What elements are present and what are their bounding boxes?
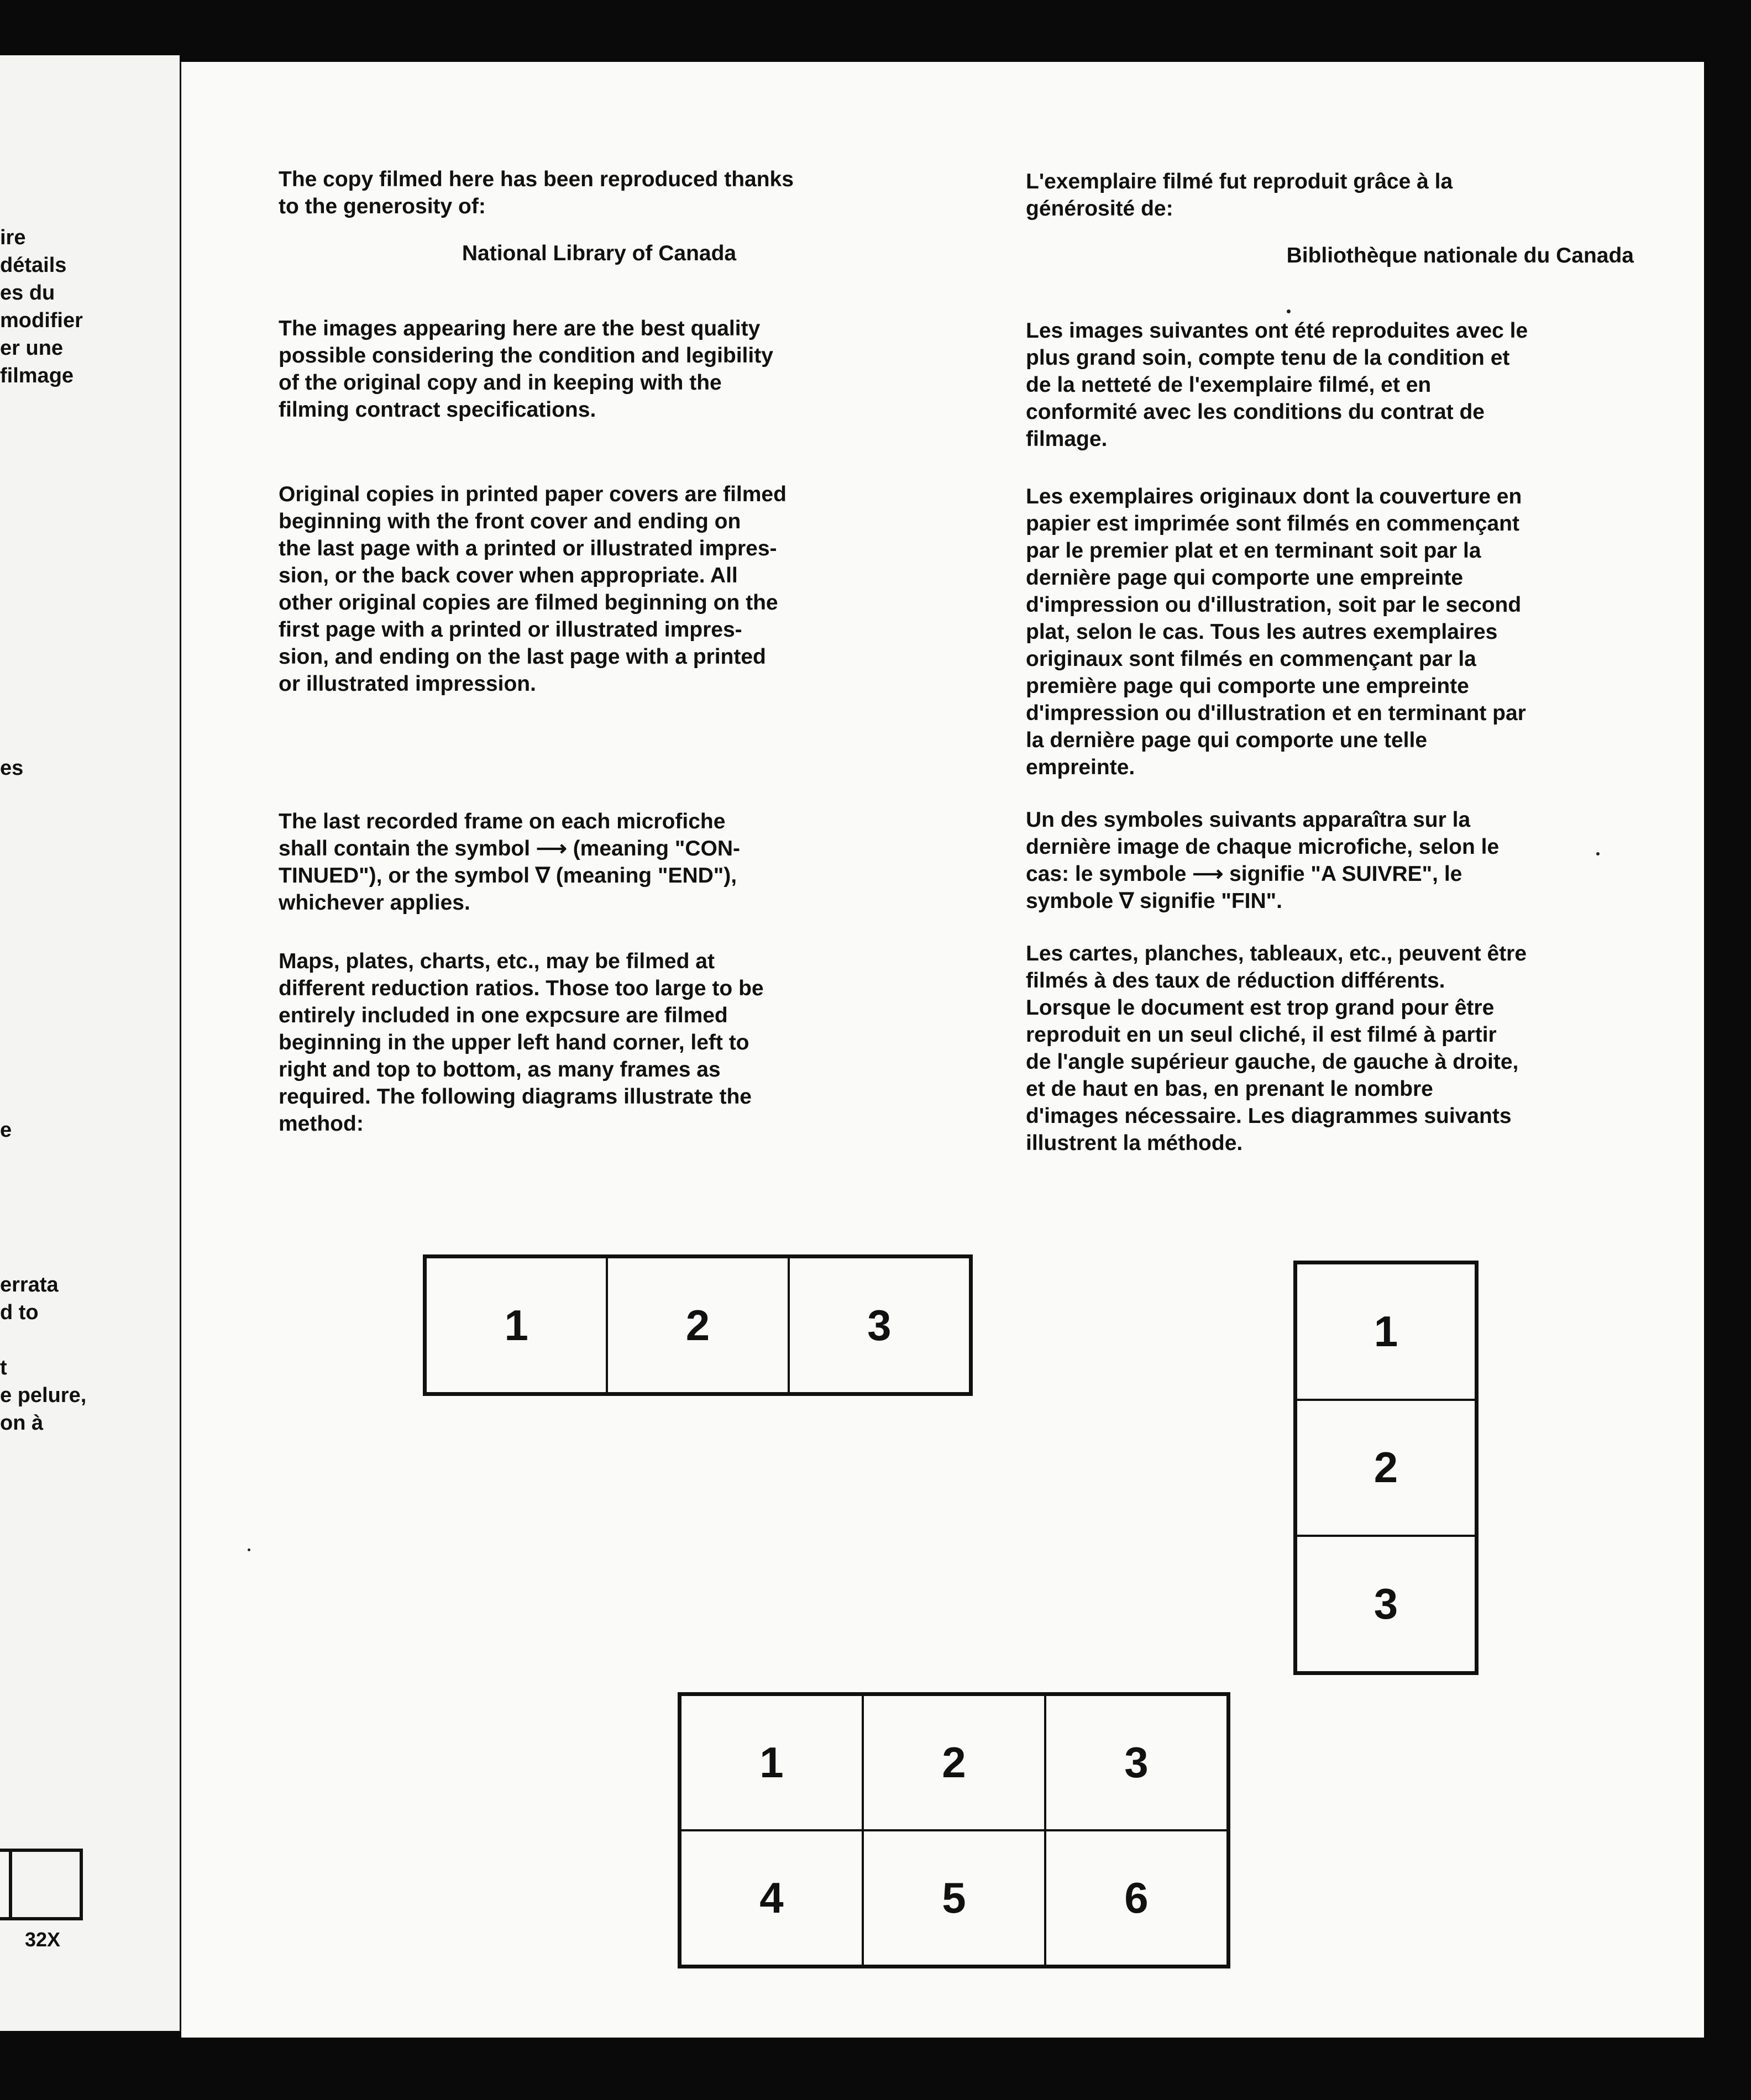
french-intro: L'exemplaire filmé fut reproduit grâce à la générosité de: xyxy=(1026,170,1453,221)
fragment-line: filmage xyxy=(0,364,74,387)
french-library-name: Bibliothèque nationale du Canada xyxy=(1286,244,1634,267)
french-maps-paragraph: Les cartes, planches, tableaux, etc., peuvent être filmés à des taux de réduction différents. Lorsque le document est trop grand pour être reproduit en un seul cliché, il est filmé à partir de l'angle supérieur gauche, de gauche à droite, et de haut en bas, en prenant le nombre d'images nécessaire. Les diagrammes suivants illustrent la méthode. xyxy=(1026,942,1527,1155)
scan-speck xyxy=(248,1548,250,1551)
frame-cell: 4 xyxy=(680,1830,863,1966)
english-column xyxy=(279,166,920,1137)
left-fragment-bottom-text xyxy=(0,1271,86,1437)
scan-speck xyxy=(1596,852,1600,855)
scan-speck xyxy=(1287,309,1291,313)
frame-cell: 3 xyxy=(789,1257,970,1393)
fragment-line: er une xyxy=(0,337,64,360)
french-covers-paragraph: Les exemplaires originaux dont la couverture en papier est imprimée sont filmés en commençant par le premier plat et en terminant soit par la dernière page qui comporte une empreinte d'impression ou d'illustration, soit par le second plat, selon le cas. Tous les autres exemplaires originaux sont filmés en commençant par la première page qui comporte une empreinte d'impression ou d'illustration et en terminant par la dernière page qui comporte une telle empreinte. xyxy=(1026,485,1526,779)
main-page xyxy=(181,62,1704,2038)
frame-cell: 3 xyxy=(1296,1536,1476,1672)
reduction-label: 32X xyxy=(25,1928,61,1951)
french-quality-paragraph: Les images suivantes ont été reproduites avec le plus grand soin, compte tenu de la condition et de la netteté de l'exemplaire filmé, et en conformité avec les conditions du contrat de filmage. xyxy=(1026,319,1528,451)
english-covers-paragraph: Original copies in printed paper covers are filmed beginning with the front cover and ending on the last page with a printed or illustrated impres- sion, or the back cover when appropriate. All other original copies are filmed beginning on the first page with a printed or illustrated impres- sion, and ending on the last page with a printed or illustrated impression. xyxy=(279,482,787,696)
fragment-line: d to xyxy=(0,1301,39,1324)
left-fragment-mid-text-2: e xyxy=(0,1119,12,1142)
frame-cell: 3 xyxy=(1045,1695,1228,1830)
frame-cell: 1 xyxy=(680,1695,863,1830)
fragment-line: modifier xyxy=(0,309,83,332)
horizontal-frame-diagram xyxy=(423,1254,973,1396)
frame-cell: 6 xyxy=(1045,1830,1228,1966)
fragment-line: on à xyxy=(0,1411,44,1435)
fragment-line: e pelure, xyxy=(0,1384,87,1407)
french-column xyxy=(1026,168,1634,1157)
frame-cell: 2 xyxy=(607,1257,788,1393)
frame-cell: 2 xyxy=(863,1695,1045,1830)
left-page-fragment xyxy=(0,55,180,2031)
fragment-line: ire xyxy=(0,226,26,249)
english-maps-paragraph: Maps, plates, charts, etc., may be filmed at different reduction ratios. Those too large to be entirely included in one expcsure are filmed beginning in the upper left hand corner, left to right and top to bottom, as many frames as required. The following diagrams illustrate the method: xyxy=(279,949,764,1136)
fragment-line: es du xyxy=(0,281,55,305)
english-symbols-paragraph: The last recorded frame on each microfiche shall contain the symbol ⟶ (meaning "CON- TINUED"), or the symbol ∇ (meaning "END"), whichever applies. xyxy=(279,810,740,915)
english-library-name: National Library of Canada xyxy=(462,242,737,265)
english-intro: The copy filmed here has been reproduced thanks to the generosity of: xyxy=(279,167,794,218)
frame-cell: 5 xyxy=(863,1830,1045,1966)
left-fragment-mid-text-1: es xyxy=(0,757,24,780)
fragment-line: t xyxy=(0,1356,7,1379)
frame-cell: 1 xyxy=(1296,1263,1476,1400)
reduction-target-divider xyxy=(9,1852,12,1917)
vertical-frame-diagram xyxy=(1293,1261,1479,1675)
fragment-line: errata xyxy=(0,1273,59,1296)
left-fragment-top-text xyxy=(0,224,83,390)
fragment-line xyxy=(0,1326,86,1354)
english-quality-paragraph: The images appearing here are the best quality possible considering the condition and legibility of the original copy and in keeping with the filming contract specifications. xyxy=(279,317,773,422)
frame-cell: 1 xyxy=(426,1257,607,1393)
reduction-target-box xyxy=(0,1849,83,1920)
fragment-line: détails xyxy=(0,254,67,277)
grid-frame-diagram xyxy=(678,1692,1230,1968)
frame-cell: 2 xyxy=(1296,1400,1476,1536)
french-symbols-paragraph: Un des symboles suivants apparaîtra sur la dernière image de chaque microfiche, selon le cas: le symbole ⟶ signifie "A SUIVRE", le symbole ∇ signifie "FIN". xyxy=(1026,808,1500,913)
